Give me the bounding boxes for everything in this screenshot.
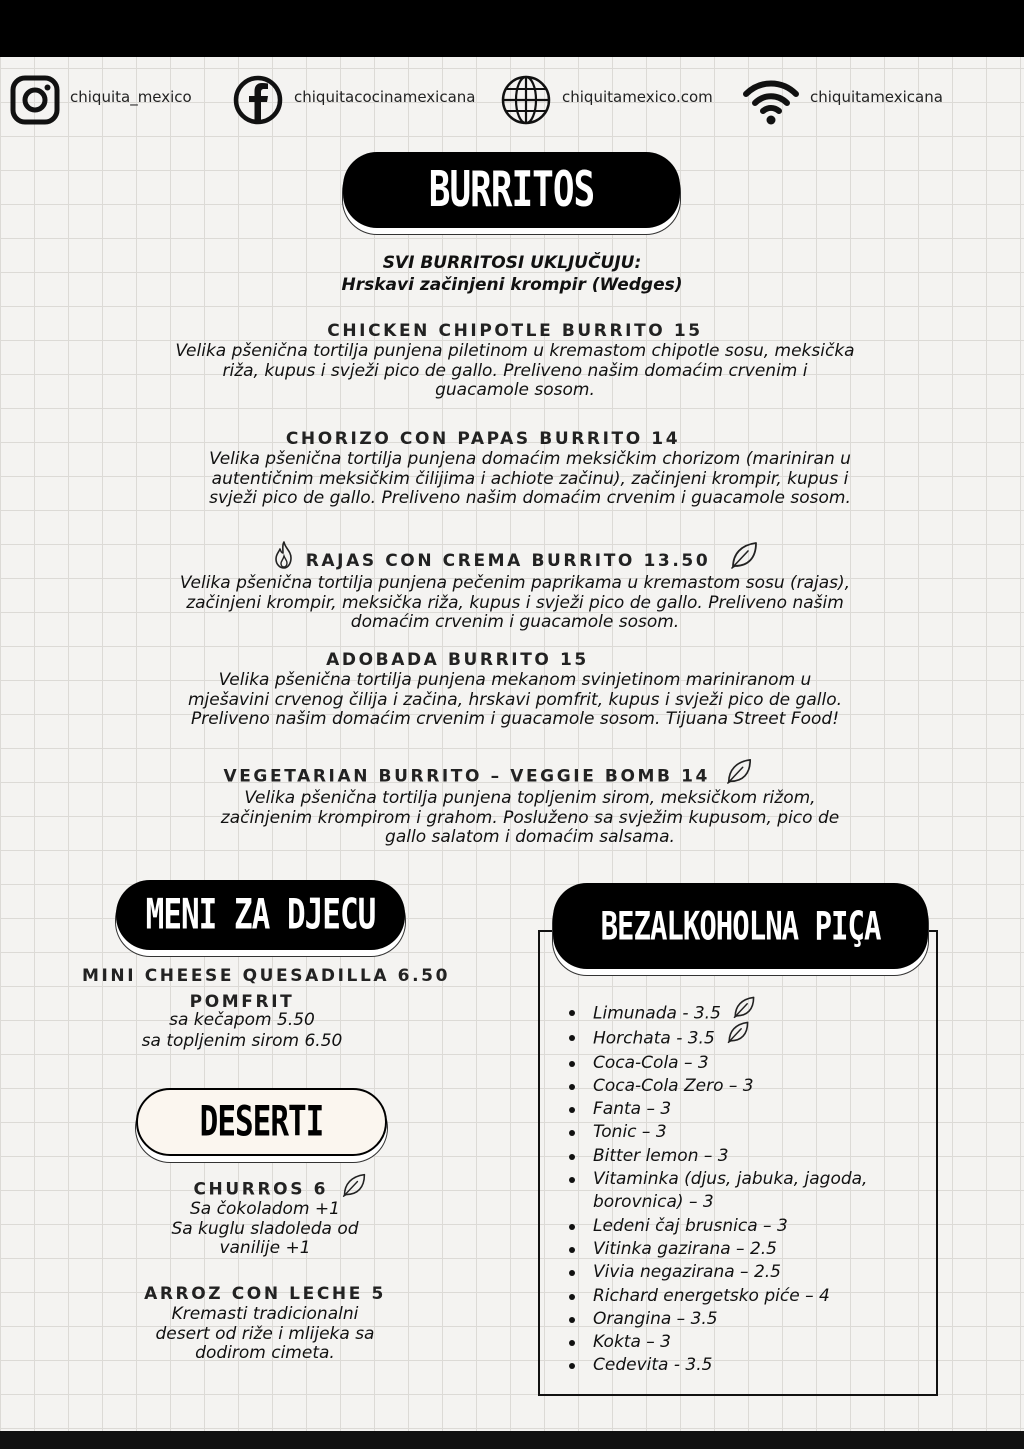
intro-line-2: Hrskavi začinjeni krompir (Wedges)	[341, 275, 683, 295]
kids-item-pomfrit: POMFRIT	[189, 992, 295, 1012]
desc-line: začinjenim krompirom i grahom. Posluženo sa svježim kupusom, pico de	[220, 807, 840, 828]
drinks-title: BEZALKOHOLNA PIÇA	[600, 903, 881, 949]
burritos-title-pill	[343, 152, 680, 228]
churros-description	[100, 1200, 430, 1259]
kids-menu-title-pill	[116, 880, 405, 950]
desc-line: desert od riže i mlijeka sa	[155, 1323, 375, 1344]
desc-line: dodirom cimeta.	[195, 1343, 335, 1363]
top-bar	[0, 0, 1024, 57]
menu-item-rajas	[100, 540, 930, 633]
item-description	[100, 342, 930, 401]
item-heading	[26, 757, 950, 789]
facebook-handle: chiquitacocinamexicana	[294, 88, 476, 106]
drink-item: Tonic – 3	[567, 1121, 927, 1144]
item-description	[100, 574, 930, 633]
kids-menu-title: MENI ZA DJECU	[145, 890, 376, 940]
item-description	[110, 789, 950, 848]
wifi-icon	[742, 74, 800, 126]
drink-item: Vivia negazirana – 2.5	[567, 1261, 927, 1284]
drink-item: Cedevita - 3.5	[567, 1354, 927, 1377]
item-heading	[130, 1172, 430, 1200]
desc-line: Kremasti tradicionalni	[171, 1304, 359, 1324]
menu-item-adobada	[100, 650, 930, 730]
menu-item-vegetarian	[110, 757, 950, 848]
desserts-title-pill	[136, 1088, 387, 1156]
instagram-link[interactable]	[10, 72, 192, 128]
desc-line: domaćim crvenim i guacamole sosom.	[350, 612, 680, 632]
drink-item: Coca-Cola Zero – 3	[567, 1075, 927, 1098]
desc-line: začinjeni krompir, meksička riža, kupus i svježi pico de gallo. Preliveno našim	[186, 592, 844, 613]
instagram-handle: chiquita_mexico	[70, 88, 192, 106]
item-name: RAJAS CON CREMA BURRITO 13.50	[305, 551, 711, 571]
kids-option-ketchup: sa kečapom 5.50	[169, 1010, 315, 1030]
desc-line: Velika pšenična tortilja punjena topljenim sirom, meksičkom rižom,	[244, 788, 816, 808]
burritos-title: BURRITOS	[428, 162, 595, 218]
desc-line: gallo salatom i domaćim salsama.	[385, 827, 675, 847]
desc-line: Velika pšenična tortilja punjena piletinom u kremastom chipotle sosu, meksička	[175, 341, 855, 361]
drink-item	[567, 1026, 927, 1051]
item-name: ADOBADA BURRITO 15	[326, 650, 589, 670]
arroz-description	[100, 1305, 430, 1364]
desc-line: Preliveno našim domaćim crvenim i guacamole sosom. Tijuana Street Food!	[190, 709, 840, 729]
drink-item: Richard energetsko piće – 4	[567, 1285, 927, 1308]
dessert-arroz	[100, 1284, 430, 1364]
item-description	[110, 450, 950, 509]
globe-icon	[500, 74, 552, 126]
desc-line: svježi pico de gallo. Preliveno našim domaćim crvenim i guacamole sosom.	[209, 488, 851, 508]
desc-line: mješavini crvenog čilija i začina, hrskavi pomfrit, kupus i svježi pico de gallo.	[187, 689, 843, 710]
leaf-icon	[341, 1172, 367, 1207]
drink-item	[567, 1168, 927, 1215]
drink-item: Kokta – 3	[567, 1331, 927, 1354]
menu-item-chicken-chipotle	[100, 321, 930, 401]
item-name: CHICKEN CHIPOTLE BURRITO 15	[327, 321, 703, 341]
drinks-title-pill	[553, 883, 928, 969]
desc-line: Sa kuglu sladoleda od	[171, 1218, 359, 1239]
item-heading	[100, 540, 930, 574]
wifi-info	[742, 72, 943, 128]
menu-item-chorizo	[110, 429, 950, 509]
drink-label: Horchata - 3.5	[593, 1028, 715, 1049]
desc-line: Velika pšenična tortilja punjena mekanom svinjetinom mariniranom u	[218, 670, 812, 690]
website-link[interactable]	[500, 72, 713, 128]
dessert-churros	[100, 1172, 430, 1259]
website-handle: chiquitamexico.com	[562, 88, 713, 106]
drink-item: Orangina – 3.5	[567, 1308, 927, 1331]
desc-line: Velika pšenična tortilja punjena pečenim paprikama u kremastom sosu (rajas),	[179, 573, 851, 593]
desc-line: autentičnim meksičkim čilijima i achiote začinu), začinjeni krompir, kupus i	[211, 468, 849, 489]
item-name: VEGETARIAN BURRITO – VEGGIE BOMB 14	[223, 766, 710, 787]
desserts-title: DESERTI	[199, 1097, 324, 1147]
instagram-icon	[10, 75, 60, 125]
kids-menu-items	[60, 966, 472, 1051]
facebook-icon	[232, 74, 284, 126]
desc-line: Velika pšenična tortilja punjena domaćim meksičkim chorizom (mariniran u	[209, 449, 851, 469]
bottom-bar	[0, 1431, 1024, 1449]
kids-item-quesadilla: MINI CHEESE QUESADILLA 6.50	[81, 966, 450, 986]
item-name: CHORIZO CON PAPAS BURRITO 14	[285, 429, 681, 449]
leaf-icon	[726, 1020, 750, 1051]
facebook-link[interactable]	[232, 72, 476, 128]
drinks-list	[567, 1001, 927, 1378]
drink-item: Ledeni čaj brusnica – 3	[567, 1215, 927, 1238]
drink-item: Bitter lemon – 3	[567, 1145, 927, 1168]
intro-line-1: SVI BURRITOSI UKLJUČUJU:	[382, 253, 642, 273]
wifi-name: chiquitamexicana	[810, 88, 943, 106]
desc-line: Sa čokoladom +1	[190, 1199, 340, 1219]
drink-item: Fanta – 3	[567, 1098, 927, 1121]
desc-line: guacamole sosom.	[435, 380, 595, 400]
desc-line: riža, kupus i svježi pico de gallo. Preliveno našim domaćim crvenim i	[222, 360, 808, 381]
kids-option-cheese: sa topljenim sirom 6.50	[141, 1030, 343, 1051]
item-description	[100, 671, 930, 730]
burritos-intro	[262, 252, 762, 296]
drink-label-line: borovnica) – 3	[593, 1192, 714, 1213]
drink-label-line: Vitaminka (djus, jabuka, jagoda,	[593, 1169, 868, 1190]
arroz-name: ARROZ CON LECHE 5	[144, 1284, 386, 1304]
churros-name: CHURROS 6	[193, 1179, 328, 1200]
desc-line: vanilije +1	[219, 1238, 311, 1258]
drink-item: Vitinka gazirana – 2.5	[567, 1238, 927, 1261]
drink-label: Limunada - 3.5	[593, 1003, 721, 1024]
drink-item: Coca-Cola – 3	[567, 1052, 927, 1075]
